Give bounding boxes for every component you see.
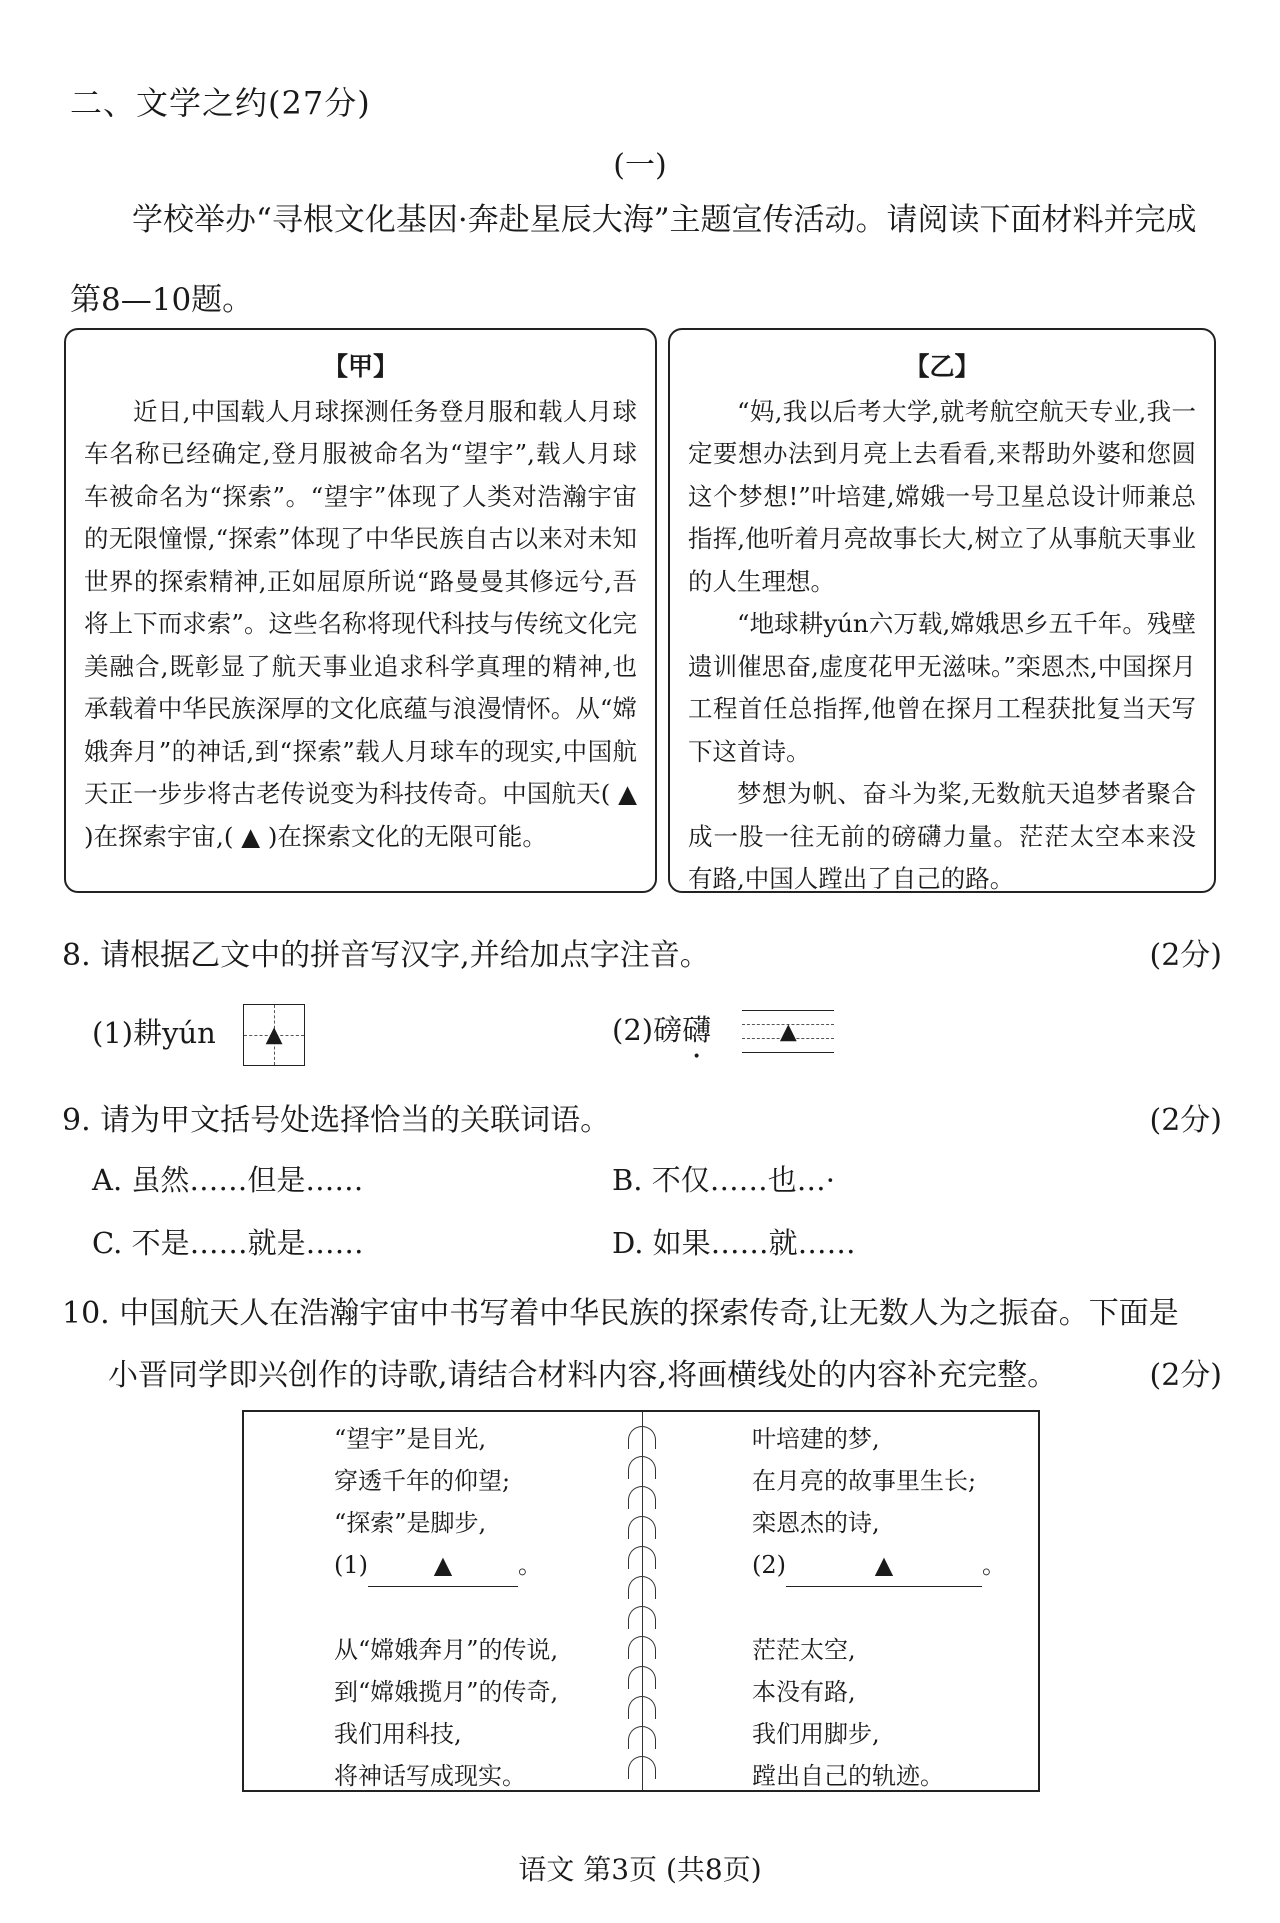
ring-icon bbox=[628, 1696, 656, 1719]
question-10-line-2 bbox=[108, 1350, 1222, 1394]
panel-yi-title: 【乙】 bbox=[904, 352, 980, 381]
blank-label: (2) bbox=[752, 1551, 786, 1579]
question-8 bbox=[62, 930, 1222, 974]
question-10-stem: 小晋同学即兴创作的诗歌,请结合材料内容,将画横线处的内容补充完整。 bbox=[108, 1358, 1058, 1393]
q8-item-2 bbox=[612, 1004, 834, 1060]
question-8-score: (2分) bbox=[1149, 938, 1222, 973]
poem-left-column bbox=[334, 1418, 558, 1797]
triangle-icon: ▲ bbox=[874, 1551, 894, 1579]
poem-blank-1 bbox=[334, 1544, 558, 1587]
poem-line: 到“嫦娥揽月”的传奇, bbox=[334, 1678, 559, 1706]
ring-icon bbox=[628, 1606, 656, 1629]
blank-end: 。 bbox=[518, 1551, 542, 1579]
option-c[interactable]: C. 不是……就是…… bbox=[92, 1226, 364, 1260]
intro-paragraph bbox=[70, 180, 1220, 340]
option-d[interactable]: D. 如果……就…… bbox=[612, 1226, 856, 1260]
poem-line: 栾恩杰的诗, bbox=[752, 1509, 880, 1537]
poem-line: “望宇”是目光, bbox=[334, 1425, 487, 1453]
poem-line: 在月亮的故事里生长; bbox=[752, 1467, 977, 1495]
q8-item-1-label: (1)耕yún bbox=[92, 1016, 216, 1050]
question-9-stem: 9. 请为甲文括号处选择恰当的关联词语。 bbox=[62, 1103, 611, 1138]
answer-blank-1[interactable] bbox=[368, 1544, 518, 1587]
question-9 bbox=[62, 1095, 1222, 1139]
poem-line: 将神话写成现实。 bbox=[334, 1762, 526, 1790]
page-footer: 语文 第3页 (共8页) bbox=[518, 1853, 762, 1886]
poem-line: 茫茫太空, bbox=[752, 1636, 856, 1664]
panel-yi-paragraph: 梦想为帆、奋斗为桨,无数航天追梦者聚合成一股一往无前的磅礴力量。茫茫太空本来没有路,中国人蹚出了自己的路。 bbox=[688, 779, 1196, 893]
poem-notebook bbox=[242, 1410, 1040, 1792]
q8-item-2-prefix: (2)磅 bbox=[612, 1013, 683, 1047]
poem-line: “探索”是脚步, bbox=[334, 1509, 487, 1537]
panel-yi-paragraph: “妈,我以后考大学,就考航空航天专业,我一定要想办法到月亮上去看看,来帮助外婆和您圆这个梦想!”叶培建,嫦娥一号卫星总设计师兼总指挥,他听着月亮故事长大,树立了从事航天事业的人生理想。 bbox=[688, 396, 1196, 596]
answer-blank-2[interactable] bbox=[786, 1544, 982, 1587]
pinyin-lines[interactable] bbox=[742, 1004, 834, 1060]
panel-yi-paragraph: “地球耕yún六万载,嫦娥思乡五千年。残壁遗训催思奋,虚度花甲无滋味。”栾恩杰,中国探月工程首任总指挥,他曾在探月工程获批复当天写下这首诗。 bbox=[688, 609, 1196, 766]
ring-icon bbox=[628, 1636, 656, 1659]
intro-text: 学校举办“寻根文化基因·奔赴星辰大海”主题宣传活动。请阅读下面材料并完成第8—10题。 bbox=[70, 202, 1197, 318]
q8-item-2-dotted-char: 礴 bbox=[682, 1013, 712, 1047]
triangle-icon: ▲ bbox=[433, 1551, 453, 1579]
tianzige-box[interactable] bbox=[243, 1004, 305, 1066]
triangle-icon: ▲ bbox=[265, 1022, 283, 1048]
poem-line: 我们用脚步, bbox=[752, 1720, 880, 1748]
poem-line: 我们用科技, bbox=[334, 1720, 462, 1748]
ring-icon bbox=[628, 1756, 656, 1779]
option-b[interactable]: B. 不仅……也…· bbox=[612, 1163, 835, 1197]
panel-jia bbox=[64, 328, 657, 893]
question-10-score: (2分) bbox=[1149, 1358, 1222, 1393]
panel-jia-text: 近日,中国载人月球探测任务登月服和载人月球车名称已经确定,登月服被命名为“望宇”,载人月球车被命名为“探索”。“望宇”体现了人类对浩瀚宇宙的无限憧憬,“探索”体现了中华民族自古以来对未知世界的探索精神,正如屈原所说“路曼曼其修远兮,吾将上下而求索”。这些名称将现代科技与传统文化完美融合,既彰显了航天事业追求科学真理的精神,也承载着中华民族深厚的文化底蕴与浪漫情怀。从“嫦娥奔月”的神话,到“探索”载人月球车的现实,中国航天正一步步将古老传说变为科技传奇。中国航天( ▲ )在探索宇宙,( ▲ )在探索文化的无限可能。 bbox=[84, 396, 637, 851]
question-8-stem: 8. 请根据乙文中的拼音写汉字,并给加点字注音。 bbox=[62, 938, 710, 973]
panel-jia-title: 【甲】 bbox=[322, 352, 398, 381]
ring-icon bbox=[628, 1576, 656, 1599]
poem-line: 从“嫦娥奔月”的传说, bbox=[334, 1636, 559, 1664]
ring-icon bbox=[628, 1426, 656, 1449]
ring-icon bbox=[628, 1666, 656, 1689]
subsection-title: (一) bbox=[613, 148, 667, 183]
poem-line: 本没有路, bbox=[752, 1678, 856, 1706]
blank-label: (1) bbox=[334, 1551, 368, 1579]
q8-item-1 bbox=[92, 1004, 305, 1066]
option-a[interactable]: A. 虽然……但是…… bbox=[92, 1163, 364, 1197]
blank-end: 。 bbox=[982, 1551, 1006, 1579]
ring-icon bbox=[628, 1486, 656, 1509]
poem-blank-2 bbox=[752, 1544, 1006, 1587]
ring-icon bbox=[628, 1456, 656, 1479]
poem-line: 叶培建的梦, bbox=[752, 1425, 880, 1453]
ring-icon bbox=[628, 1726, 656, 1749]
question-10-line-1: 10. 中国航天人在浩瀚宇宙中书写着中华民族的探索传奇,让无数人为之振奋。下面是 bbox=[62, 1296, 1179, 1331]
ring-icon bbox=[628, 1546, 656, 1569]
poem-right-column bbox=[752, 1418, 1006, 1797]
triangle-icon: ▲ bbox=[779, 1019, 797, 1045]
panel-yi bbox=[668, 328, 1216, 893]
poem-line: 蹚出自己的轨迹。 bbox=[752, 1762, 944, 1790]
question-9-score: (2分) bbox=[1149, 1103, 1222, 1138]
ring-icon bbox=[628, 1516, 656, 1539]
section-title: 二、文学之约(27分) bbox=[70, 84, 371, 122]
poem-line: 穿透千年的仰望; bbox=[334, 1467, 511, 1495]
